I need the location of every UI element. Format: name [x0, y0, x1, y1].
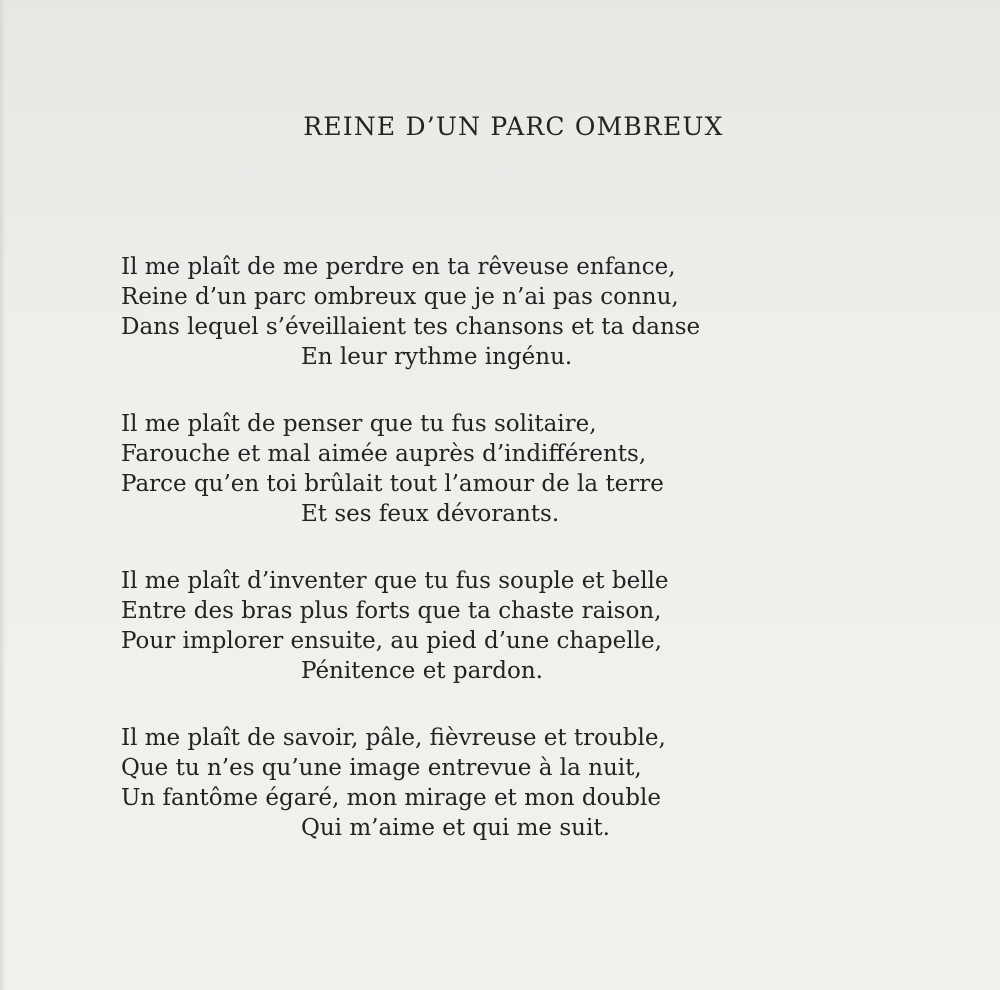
poem-body [121, 252, 821, 880]
verse-line: Parce qu’en toi brûlait tout l’amour de la terre [121, 471, 664, 497]
verse-line: Il me plaît de penser que tu fus solitaire, [121, 411, 597, 437]
verse-line: Entre des bras plus forts que ta chaste raison, [121, 598, 662, 624]
stanza-1 [121, 252, 821, 372]
poem-title: REINE D’UN PARC OMBREUX [303, 112, 724, 141]
verse-line-short: Et ses feux dévorants. [301, 501, 560, 527]
verse-line-short: Qui m’aime et qui me suit. [301, 815, 610, 841]
stanza-4 [121, 723, 821, 843]
verse-line: Farouche et mal aimée auprès d’indifférents, [121, 441, 647, 467]
stanza-3 [121, 566, 821, 686]
page-edge [0, 0, 6, 990]
verse-line: Que tu n’es qu’une image entrevue à la nuit, [121, 755, 642, 781]
verse-line: Pour implorer ensuite, au pied d’une chapelle, [121, 628, 662, 654]
verse-line: Il me plaît d’inventer que tu fus souple et belle [121, 568, 669, 594]
verse-line-short: En leur rythme ingénu. [301, 344, 573, 370]
verse-line: Un fantôme égaré, mon mirage et mon double [121, 785, 661, 811]
verse-line: Dans lequel s’éveillaient tes chansons et ta danse [121, 314, 701, 340]
verse-line: Reine d’un parc ombreux que je n’ai pas connu, [121, 284, 679, 310]
verse-line: Il me plaît de me perdre en ta rêveuse enfance, [121, 254, 676, 280]
verse-line: Il me plaît de savoir, pâle, fièvreuse et trouble, [121, 725, 666, 751]
stanza-2 [121, 409, 821, 529]
verse-line-short: Pénitence et pardon. [301, 658, 543, 684]
